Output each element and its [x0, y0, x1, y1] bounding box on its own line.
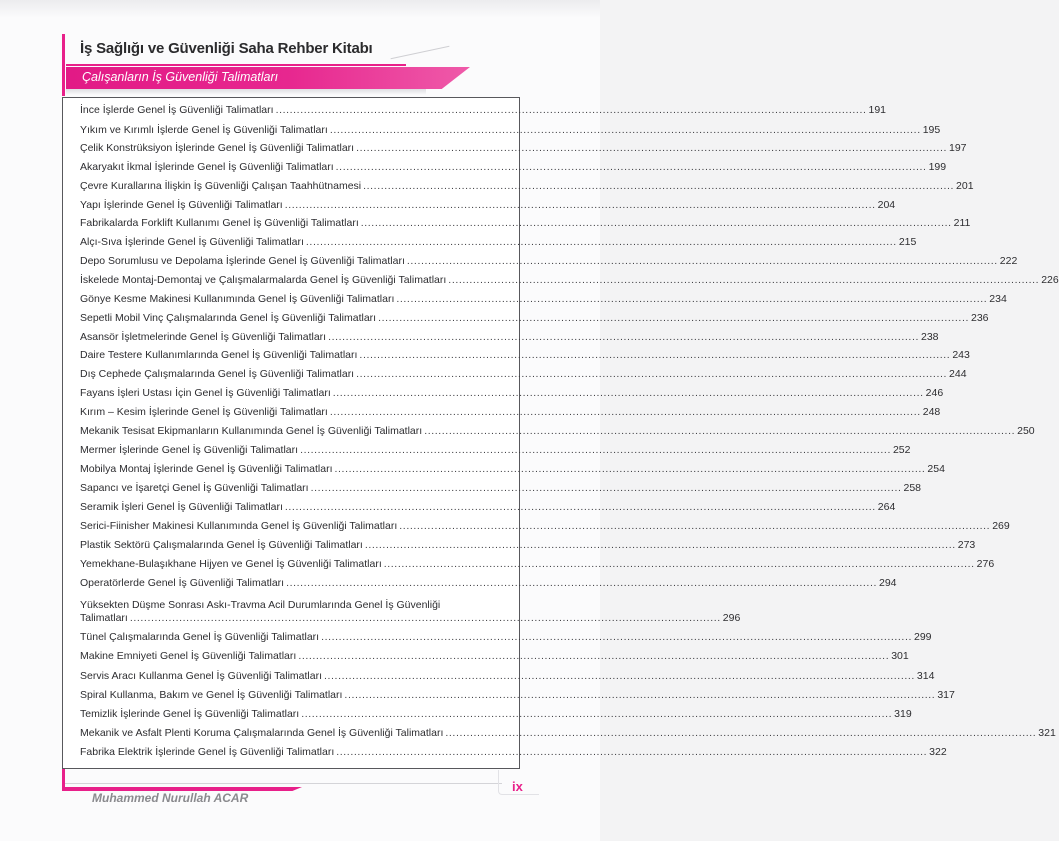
header-accent-bar: [62, 34, 65, 96]
toc-entry-title: Seramik İşleri Genel İş Güvenliği Talimatları: [80, 501, 283, 513]
toc-entry-page-number: 226: [1041, 274, 1059, 286]
toc-dot-leader: [399, 520, 990, 533]
toc-entry-title: Mekanik ve Asfalt Plenti Koruma Çalışmalarında Genel İş Güvenliği Talimatları: [80, 727, 444, 739]
toc-entry[interactable]: [80, 368, 967, 381]
toc-dot-leader: [361, 217, 952, 230]
toc-entry[interactable]: [80, 444, 911, 457]
page-number: ix: [512, 779, 523, 794]
toc-dot-leader: [344, 689, 935, 702]
toc-entry[interactable]: [80, 104, 887, 117]
toc-dot-leader: [300, 444, 891, 457]
section-banner-shadow: [66, 89, 426, 95]
toc-entry[interactable]: [80, 631, 932, 644]
toc-entry[interactable]: [80, 293, 1007, 306]
toc-entry-page-number: 322: [929, 746, 947, 758]
toc-entry[interactable]: [80, 217, 971, 230]
toc-entry[interactable]: [80, 558, 995, 571]
toc-entry[interactable]: [80, 746, 947, 759]
toc-entry-title: Çevre Kurallarına İlişkin İş Güvenliği Çalışan Taahhütnamesi: [80, 180, 362, 192]
toc-entry[interactable]: [80, 199, 896, 212]
toc-dot-leader: [330, 124, 921, 137]
toc-dot-leader: [306, 236, 897, 249]
toc-entry[interactable]: [80, 161, 947, 174]
toc-dot-leader: [335, 463, 926, 476]
toc-entry-title: Mekanik Tesisat Ekipmanların Kullanımında Genel İş Güvenliği Talimatları: [80, 425, 423, 437]
toc-entry-page-number: 321: [1038, 727, 1056, 739]
toc-entry-title: Yıkım ve Kırımlı İşlerde Genel İş Güvenliği Talimatları: [80, 124, 328, 136]
toc-entry-title: İnce İşlerde Genel İş Güvenliği Talimatları: [80, 104, 274, 116]
toc-entry[interactable]: [80, 599, 741, 625]
toc-entry-page-number: 264: [877, 501, 896, 513]
toc-entry-title: Akaryakıt İkmal İşlerinde Genel İş Güvenliği Talimatları: [80, 161, 334, 173]
toc-entry-page-number: 211: [953, 217, 971, 229]
toc-entry-title: Asansör İşletmelerinde Genel İş Güvenliği Talimatları: [80, 331, 327, 343]
toc-entry[interactable]: [80, 406, 941, 419]
toc-entry[interactable]: [80, 482, 922, 495]
toc-dot-leader: [324, 670, 915, 683]
toc-entry-title: Makine Emniyeti Genel İş Güvenliği Talimatları: [80, 650, 297, 662]
toc-entry[interactable]: [80, 520, 1010, 533]
toc-entry[interactable]: [80, 180, 974, 193]
toc-entry[interactable]: [80, 708, 912, 721]
page-top-edge: [0, 0, 600, 18]
toc-entry-page-number: 269: [992, 520, 1010, 532]
toc-entry[interactable]: [80, 425, 1035, 438]
book-title: İş Sağlığı ve Güvenliği Saha Rehber Kitabı: [80, 40, 373, 57]
toc-entry[interactable]: [80, 539, 976, 552]
toc-entry-title: Çelik Konstrüksiyon İşlerinde Genel İş Güvenliği Talimatları: [80, 142, 355, 154]
toc-entry-page-number: 197: [949, 142, 967, 154]
toc-entry-page-number: 319: [894, 708, 912, 720]
toc-entry[interactable]: [80, 274, 1059, 287]
author-name: Muhammed Nurullah ACAR: [92, 791, 249, 805]
toc-entry-title: Alçı-Sıva İşlerinde Genel İş Güvenliği Talimatları: [80, 236, 304, 248]
header-shadow-line: [391, 46, 450, 59]
toc-entry[interactable]: [80, 124, 941, 137]
toc-entry-title: Daire Testere Kullanımlarında Genel İş Güvenliği Talimatları: [80, 349, 358, 361]
toc-dot-leader: [363, 180, 954, 193]
toc-dot-leader: [301, 708, 892, 721]
section-title: Çalışanların İş Güvenliği Talimatları: [82, 70, 279, 84]
toc-entry-title: Spiral Kullanma, Bakım ve Genel İş Güvenliği Talimatları: [80, 689, 343, 701]
toc-dot-leader: [378, 312, 969, 325]
toc-entry-page-number: 301: [891, 650, 909, 662]
toc-entry-page-number: 276: [976, 558, 995, 570]
toc-entry-page-number: 252: [892, 444, 911, 456]
toc-dot-leader: [286, 577, 877, 590]
toc-entry[interactable]: [80, 349, 970, 362]
toc-dot-leader: [356, 368, 947, 381]
toc-entry[interactable]: [80, 387, 944, 400]
toc-entry-title: Mobilya Montaj İşlerinde Genel İş Güvenliği Talimatları: [80, 463, 333, 475]
toc-entry-title: Yapı İşlerinde Genel İş Güvenliği Talimatları: [80, 199, 283, 211]
toc-dot-leader: [276, 104, 867, 117]
toc-entry-page-number: 299: [914, 631, 932, 643]
toc-entry-page-number: 204: [877, 199, 896, 211]
toc-entry-title: Fabrika Elektrik İşlerinde Genel İş Güvenliği Talimatları: [80, 746, 335, 758]
toc-entry-title: Kırım – Kesim İşlerinde Genel İş Güvenliği Talimatları: [80, 406, 328, 418]
toc-dot-leader: [336, 161, 927, 174]
toc-entry-title: Fayans İşleri Ustası İçin Genel İş Güvenliği Talimatları: [80, 387, 331, 399]
toc-entry-title: Sapancı ve İşaretçi Genel İş Güvenliği Talimatları: [80, 482, 309, 494]
toc-dot-leader: [356, 142, 947, 155]
toc-dot-leader: [448, 274, 1039, 287]
toc-entry-page-number: 314: [916, 670, 935, 682]
toc-dot-leader: [365, 539, 956, 552]
toc-entry[interactable]: [80, 670, 935, 683]
toc-entry[interactable]: [80, 463, 945, 476]
toc-entry[interactable]: [80, 142, 967, 155]
toc-entry[interactable]: [80, 577, 897, 590]
toc-entry-title-line1: Yüksekten Düşme Sonrası Askı-Travma Acil Durumlarında Genel İş Güvenliği: [80, 599, 441, 611]
toc-entry-page-number: 236: [971, 312, 989, 324]
toc-entry[interactable]: [80, 236, 917, 249]
toc-entry-page-number: 215: [898, 236, 917, 248]
toc-entry-page-number: 294: [878, 577, 897, 589]
toc-entry-title: Yemekhane-Bulaşıkhane Hijyen ve Genel İş Güvenliği Talimatları: [80, 558, 382, 570]
toc-entry[interactable]: [80, 727, 1056, 740]
toc-entry-page-number: 254: [927, 463, 945, 475]
footer-divider: [62, 783, 502, 784]
toc-dot-leader: [285, 199, 876, 212]
toc-entry-title: Talimatları: [80, 612, 128, 624]
toc-entry[interactable]: [80, 312, 989, 325]
toc-dot-leader: [330, 406, 921, 419]
toc-dot-leader: [333, 387, 924, 400]
toc-entry-page-number: 248: [922, 406, 941, 418]
toc-entry-page-number: 317: [937, 689, 955, 701]
toc-entry-title: Gönye Kesme Makinesi Kullanımında Genel İş Güvenliği Talimatları: [80, 293, 395, 305]
toc-entry-page-number: 243: [952, 349, 970, 361]
toc-entry-page-number: 201: [956, 180, 974, 192]
toc-entry-page-number: 250: [1017, 425, 1035, 437]
toc-entry-title: Plastik Sektörü Çalışmalarında Genel İş Güvenliği Talimatları: [80, 539, 363, 551]
toc-dot-leader: [298, 650, 889, 663]
toc-entry-page-number: 258: [903, 482, 922, 494]
toc-entry-title: Depo Sorumlusu ve Depolama İşlerinde Genel İş Güvenliği Talimatları: [80, 255, 405, 267]
toc-entry[interactable]: [80, 331, 939, 344]
toc-dot-leader: [359, 349, 950, 362]
toc-entry-page-number: 222: [999, 255, 1018, 267]
footer-accent-bar: [62, 769, 65, 789]
toc-entry-page-number: 199: [928, 161, 947, 173]
toc-entry-title: Temizlik İşlerinde Genel İş Güvenliği Talimatları: [80, 708, 300, 720]
toc-entry-title: Servis Aracı Kullanma Genel İş Güvenliği Talimatları: [80, 670, 322, 682]
toc-entry-page-number: 296: [722, 612, 741, 624]
toc-entry-page-number: 195: [922, 124, 941, 136]
toc-entry-title: Serici-Fiinisher Makinesi Kullanımında Genel İş Güvenliği Talimatları: [80, 520, 398, 532]
toc-entry[interactable]: [80, 255, 1018, 268]
header-divider: [66, 64, 406, 66]
toc-entry-title: İskelede Montaj-Demontaj ve Çalışmalarmalarda Genel İş Güvenliği Talimatları: [80, 274, 447, 286]
toc-entry-page-number: 234: [989, 293, 1007, 305]
toc-entry-title: Fabrikalarda Forklift Kullanımı Genel İş Güvenliği Talimatları: [80, 217, 359, 229]
toc-entry-page-number: 273: [957, 539, 976, 551]
toc-dot-leader: [328, 331, 919, 344]
toc-entry[interactable]: [80, 650, 909, 663]
toc-dot-leader: [396, 293, 987, 306]
toc-entry-title: Dış Cephede Çalışmalarında Genel İş Güvenliği Talimatları: [80, 368, 355, 380]
toc-entry[interactable]: [80, 689, 955, 702]
toc-dot-leader: [336, 746, 927, 759]
toc-entry-page-number: 238: [921, 331, 939, 343]
toc-dot-leader: [407, 255, 998, 268]
toc-entry-page-number: 244: [949, 368, 967, 380]
toc-dot-leader: [285, 501, 876, 514]
toc-entry-title: Mermer İşlerinde Genel İş Güvenliği Talimatları: [80, 444, 299, 456]
toc-dot-leader: [384, 558, 975, 571]
toc-dot-leader: [445, 727, 1036, 740]
toc-dot-leader: [311, 482, 902, 495]
toc-entry-page-number: 191: [868, 104, 887, 116]
toc-dot-leader: [321, 631, 912, 644]
toc-entry-page-number: 246: [925, 387, 944, 399]
toc-entry-title: Operatörlerde Genel İş Güvenliği Talimatları: [80, 577, 285, 589]
toc-dot-leader: [130, 612, 721, 625]
toc-entry-title: Sepetli Mobil Vinç Çalışmalarında Genel İş Güvenliği Talimatları: [80, 312, 377, 324]
toc-dot-leader: [424, 425, 1015, 438]
toc-entry[interactable]: [80, 501, 896, 514]
toc-entry-title: Tünel Çalışmalarında Genel İş Güvenliği Talimatları: [80, 631, 320, 643]
